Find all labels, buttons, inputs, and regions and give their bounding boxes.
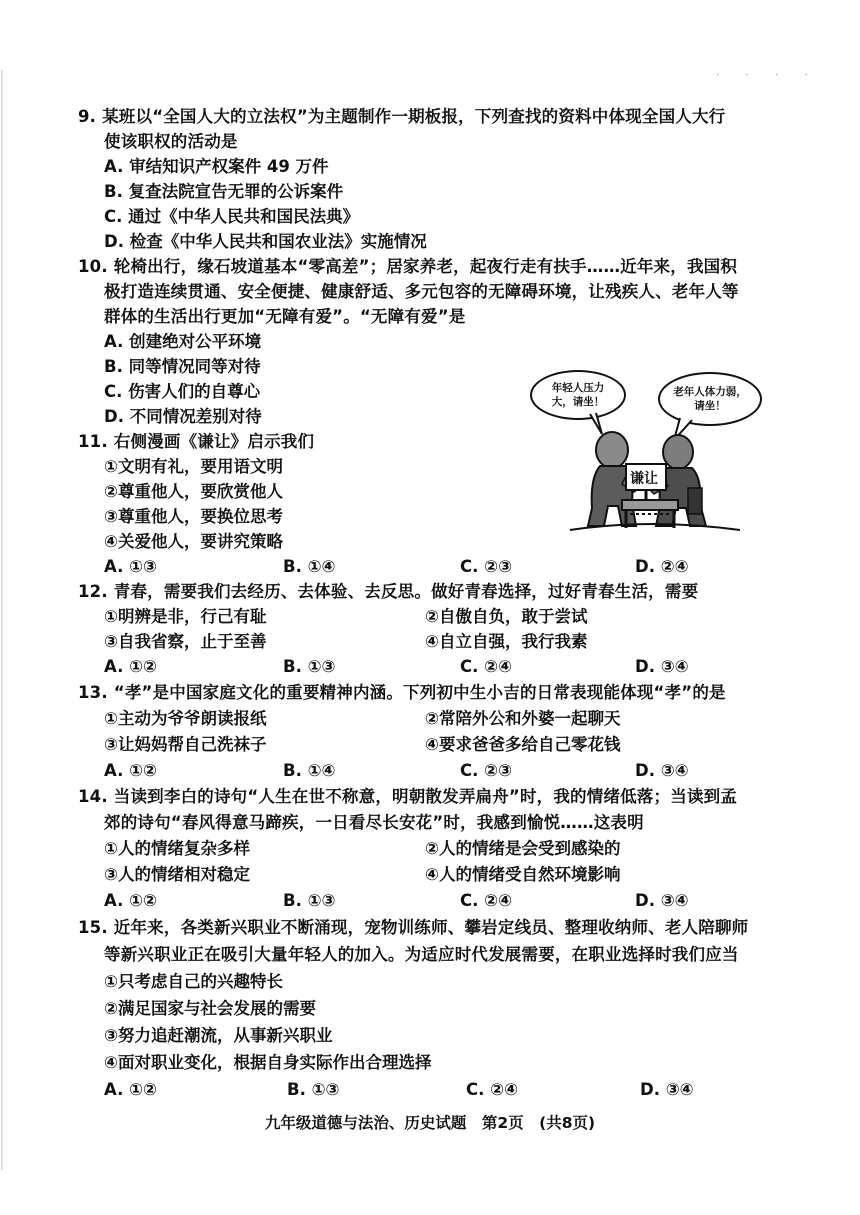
q11-stem-line1: 11. 右侧漫画《谦让》启示我们 <box>78 432 315 451</box>
q9-stem-line2: 使该职权的活动是 <box>104 132 238 151</box>
q14-option-c[interactable]: C. ②④ <box>460 891 513 910</box>
page-footer: 九年级道德与法治、历史试题 第2页 (共8页) <box>264 1114 596 1132</box>
q10-stem-line2: 极打造连续贯通、安全便捷、健康舒适、多元包容的无障碍环境，让残疾人、老年人等 <box>104 282 739 301</box>
cartoon-sign-text: 谦让 <box>630 471 658 487</box>
q15-statement-4: ④面对职业变化，根据自身实际作出合理选择 <box>104 1053 432 1072</box>
q12-stem-line1: 12. 青春，需要我们去经历、去体验、去反思。做好青春选择，过好青春生活，需要 <box>78 582 699 601</box>
speech-bubble-left: 年轻人压力大，请坐！ <box>530 370 626 420</box>
q12-statement-1: ①明辨是非，行己有耻 <box>104 607 267 626</box>
q9-stem-line1: 9. 某班以“全国人大的立法权”为主题制作一期板报，下列查找的资料中体现全国人大行 <box>78 107 726 126</box>
q14-statement-3: ③人的情绪相对稳定 <box>104 865 250 884</box>
q13-statement-3: ③让妈妈帮自己洗袜子 <box>104 735 267 754</box>
q15-option-c[interactable]: C. ②④ <box>466 1080 519 1099</box>
q14-option-a[interactable]: A. ①② <box>104 891 158 910</box>
q15-statement-2: ②满足国家与社会发展的需要 <box>104 999 316 1018</box>
q12-option-a[interactable]: A. ①② <box>104 657 158 676</box>
q12-option-c[interactable]: C. ②④ <box>460 657 513 676</box>
q14-option-b[interactable]: B. ①③ <box>283 891 336 910</box>
q11-statement-3: ③尊重他人，要换位思考 <box>104 507 283 526</box>
q12-option-d[interactable]: D. ③④ <box>635 657 689 676</box>
q10-option-a[interactable]: A. 创建绝对公平环境 <box>104 332 262 351</box>
q15-option-b[interactable]: B. ①③ <box>287 1080 340 1099</box>
q12-option-b[interactable]: B. ①③ <box>283 657 336 676</box>
q13-option-d[interactable]: D. ③④ <box>635 761 689 780</box>
q13-option-a[interactable]: A. ①② <box>104 761 158 780</box>
scan-specks: • • • • <box>716 72 820 79</box>
q15-option-d[interactable]: D. ③④ <box>640 1080 694 1099</box>
q9-option-b[interactable]: B. 复查法院宣告无罪的公诉案件 <box>104 182 344 201</box>
q13-option-b[interactable]: B. ①④ <box>283 761 336 780</box>
q14-statement-4: ④人的情绪受自然环境影响 <box>425 865 621 884</box>
q9-option-c[interactable]: C. 通过《中华人民共和国民法典》 <box>104 207 360 226</box>
cartoon-figures-illustration <box>530 368 770 533</box>
modesty-cartoon <box>530 368 770 533</box>
q12-statement-4: ④自立自强，我行我素 <box>425 632 588 651</box>
q10-option-d[interactable]: D. 不同情况差别对待 <box>104 407 262 426</box>
q9-option-d[interactable]: D. 检查《中华人民共和国农业法》实施情况 <box>104 232 427 251</box>
q11-option-c[interactable]: C. ②③ <box>460 557 513 576</box>
q11-option-b[interactable]: B. ①④ <box>283 557 336 576</box>
q11-option-a[interactable]: A. ①③ <box>104 557 158 576</box>
q15-statement-3: ③努力追赶潮流，从事新兴职业 <box>104 1026 333 1045</box>
q15-statement-1: ①只考虑自己的兴趣特长 <box>104 972 283 991</box>
q11-statement-2: ②尊重他人，要欣赏他人 <box>104 482 283 501</box>
speech-bubble-right: 老年人体力弱，请坐！ <box>658 372 762 426</box>
q13-statement-4: ④要求爸爸多给自己零花钱 <box>425 735 621 754</box>
q11-statement-4: ④关爱他人，要讲究策略 <box>104 532 283 551</box>
q10-option-b[interactable]: B. 同等情况同等对待 <box>104 357 261 376</box>
scan-fold-shadow <box>1 70 4 1170</box>
q11-option-d[interactable]: D. ②④ <box>635 557 689 576</box>
q14-statement-2: ②人的情绪是会受到感染的 <box>425 839 621 858</box>
q14-statement-1: ①人的情绪复杂多样 <box>104 839 250 858</box>
q13-statement-1: ①主动为爷爷朗读报纸 <box>104 709 267 728</box>
q15-stem-line1: 15. 近年来，各类新兴职业不断涌现，宠物训练师、攀岩定线员、整理收纳师、老人陪聊师 <box>78 918 749 937</box>
q9-option-a[interactable]: A. 审结知识产权案件 49 万件 <box>104 157 329 176</box>
q14-stem-line1: 14. 当读到李白的诗句“人生在世不称意，明朝散发弄扁舟”时，我的情绪低落；当读到孟 <box>78 787 738 806</box>
q10-stem-line1: 10. 轮椅出行，缘石坡道基本“零高差”；居家养老，起夜行走有扶手……近年来，我国积 <box>78 257 738 276</box>
q14-option-d[interactable]: D. ③④ <box>635 891 689 910</box>
q13-statement-2: ②常陪外公和外婆一起聊天 <box>425 709 621 728</box>
q14-stem-line2: 郊的诗句“春风得意马蹄疾，一日看尽长安花”时，我感到愉悦……这表明 <box>104 813 644 832</box>
q12-statement-3: ③自我省察，止于至善 <box>104 632 267 651</box>
q13-stem-line1: 13. “孝”是中国家庭文化的重要精神内涵。下列初中生小吉的日常表现能体现“孝”的是 <box>78 683 726 702</box>
q12-statement-2: ②自傲自负，敢于尝试 <box>425 607 588 626</box>
q10-stem-line3: 群体的生活出行更加“无障有爱”。“无障有爱”是 <box>104 307 466 326</box>
q15-option-a[interactable]: A. ①② <box>104 1080 158 1099</box>
q15-stem-line2: 等新兴职业正在吸引大量年轻人的加入。为适应时代发展需要，在职业选择时我们应当 <box>104 945 739 964</box>
q13-option-c[interactable]: C. ②③ <box>460 761 513 780</box>
q10-option-c[interactable]: C. 伤害人们的自尊心 <box>104 382 261 401</box>
q11-statement-1: ①文明有礼，要用语文明 <box>104 457 283 476</box>
